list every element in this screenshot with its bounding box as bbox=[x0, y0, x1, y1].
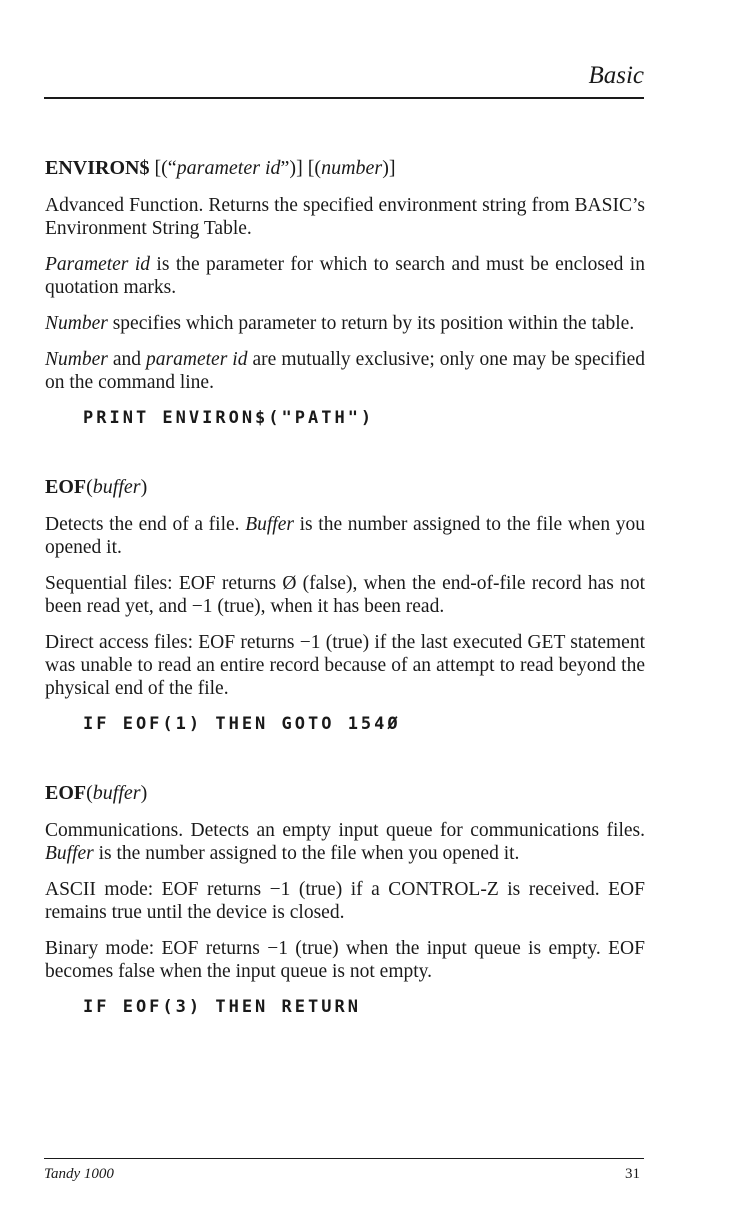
entry-paragraph: Advanced Function. Returns the specified environment string from BASIC’s Environment String Table. bbox=[45, 195, 645, 239]
footer-book-title: Tandy 1000 bbox=[44, 1166, 114, 1182]
entry-paragraph: Communications. Detects an empty input queue for communications files. Buffer is the number assigned to the file when you opened it. bbox=[45, 820, 645, 864]
entry-keyword: EOF bbox=[45, 476, 87, 498]
entry-heading: EOF(buffer) bbox=[45, 782, 148, 804]
entry-keyword: ENVIRON$ bbox=[45, 157, 150, 179]
entry-heading: ENVIRON$ [(“parameter id”)] [(number)] bbox=[45, 157, 396, 179]
footer-rule bbox=[44, 1158, 644, 1159]
code-example: IF EOF(3) THEN RETURN bbox=[83, 997, 361, 1017]
entry-keyword: EOF bbox=[45, 782, 87, 804]
syntax-argument: parameter id bbox=[176, 157, 281, 179]
code-example: IF EOF(1) THEN GOTO 154Ø bbox=[83, 714, 401, 734]
entry-heading: EOF(buffer) bbox=[45, 476, 148, 498]
page-number: 31 bbox=[625, 1166, 640, 1182]
syntax-argument: buffer bbox=[92, 476, 141, 498]
entry-paragraph: Number and parameter id are mutually exclusive; only one may be specified on the command line. bbox=[45, 349, 646, 393]
syntax-argument: buffer bbox=[92, 782, 141, 804]
entry-paragraph: Direct access files: EOF returns −1 (true) if the last executed GET statement was unable to read an entire record because of an attempt to read beyond the physical end of the file. bbox=[45, 632, 645, 699]
code-example: PRINT ENVIRON$("PATH") bbox=[83, 408, 375, 428]
entry-paragraph: ASCII mode: EOF returns −1 (true) if a CONTROL-Z is received. EOF remains true until the device is closed. bbox=[45, 879, 645, 923]
header-rule bbox=[44, 97, 644, 99]
running-header-title: Basic bbox=[588, 62, 644, 89]
entry-paragraph: Sequential files: EOF returns Ø (false), when the end-of-file record has not been read yet, and −1 (true), when it has been read. bbox=[45, 573, 645, 617]
entry-eof-files bbox=[45, 476, 645, 736]
entry-environ bbox=[45, 157, 645, 430]
entry-paragraph: Number specifies which parameter to return by its position within the table. bbox=[45, 313, 635, 334]
page-body bbox=[45, 157, 645, 1065]
entry-paragraph: Detects the end of a file. Buffer is the number assigned to the file when you opened it. bbox=[45, 514, 645, 558]
entry-eof-communications bbox=[45, 782, 645, 1019]
entry-paragraph: Parameter id is the parameter for which to search and must be enclosed in quotation marks. bbox=[45, 254, 645, 298]
syntax-argument: number bbox=[321, 157, 383, 179]
entry-paragraph: Binary mode: EOF returns −1 (true) when the input queue is empty. EOF becomes false when the input queue is not empty. bbox=[45, 938, 645, 982]
